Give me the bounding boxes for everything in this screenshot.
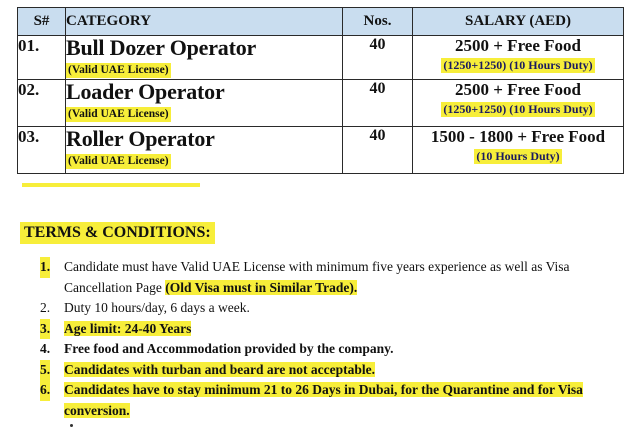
stray-mark <box>70 424 73 427</box>
term-text: Candidates with turban and beard are not acceptable. <box>64 361 376 377</box>
row-category-cell <box>66 36 343 80</box>
row-category-cell <box>66 80 343 127</box>
term-text: Duty 10 hours/day, 6 days a week. <box>64 300 250 315</box>
row-nos: 40 <box>343 127 413 174</box>
term-text: Candidate must have Valid UAE License with minimum five years experience as well as Visa Cancellation Page <box>64 259 570 295</box>
table-row <box>18 36 624 80</box>
term-number: 5. <box>40 360 50 381</box>
row-license-note: (Valid UAE License) <box>68 155 169 167</box>
term-emphasis: (Old Visa must in Similar Trade). <box>165 279 358 295</box>
job-table <box>17 7 624 174</box>
row-salary: 2500 + Free Food <box>455 36 581 55</box>
table-row <box>18 80 624 127</box>
row-category-cell <box>66 127 343 174</box>
header-salary: SALARY (AED) <box>413 8 624 36</box>
list-item <box>40 298 625 319</box>
row-salary-note: (10 Hours Duty) <box>476 149 560 163</box>
row-salary-note: (1250+1250) (10 Hours Duty) <box>443 102 593 116</box>
list-item <box>40 339 625 360</box>
highlight-strip <box>22 183 200 187</box>
row-category: Loader Operator <box>66 79 225 104</box>
table-header-row <box>18 8 624 36</box>
list-item <box>40 319 625 340</box>
row-salary-cell <box>413 127 624 174</box>
row-sn: 03. <box>18 127 66 174</box>
term-number: 2. <box>40 300 51 315</box>
row-salary-cell <box>413 80 624 127</box>
row-nos: 40 <box>343 80 413 127</box>
term-text: Age limit: 24-40 Years <box>64 320 192 336</box>
terms-list <box>40 257 625 421</box>
term-text: Candidates have to stay minimum 21 to 26 Days in Dubai, for the Quarantine and for Visa conversion. <box>64 382 583 418</box>
row-license-note: (Valid UAE License) <box>68 108 169 120</box>
header-sn: S# <box>18 8 66 36</box>
term-text: Free food and Accommodation provided by the company. <box>64 341 394 356</box>
term-number: 6. <box>40 380 50 401</box>
table-row <box>18 127 624 174</box>
row-category: Roller Operator <box>66 126 215 151</box>
header-category: CATEGORY <box>66 8 343 36</box>
list-item <box>40 257 625 298</box>
row-salary-note: (1250+1250) (10 Hours Duty) <box>443 58 593 72</box>
list-item <box>40 380 625 421</box>
row-salary: 1500 - 1800 + Free Food <box>430 127 606 146</box>
row-sn: 01. <box>18 36 66 80</box>
row-sn: 02. <box>18 80 66 127</box>
row-salary-cell <box>413 36 624 80</box>
term-number: 4. <box>40 341 51 356</box>
terms-heading: TERMS & CONDITIONS: <box>20 222 215 244</box>
row-salary: 2500 + Free Food <box>455 80 581 99</box>
header-nos: Nos. <box>343 8 413 36</box>
row-license-note: (Valid UAE License) <box>68 64 169 76</box>
list-item <box>40 360 625 381</box>
term-number: 1. <box>40 257 50 278</box>
term-number: 3. <box>40 319 50 340</box>
row-nos: 40 <box>343 36 413 80</box>
row-category: Bull Dozer Operator <box>66 35 257 60</box>
